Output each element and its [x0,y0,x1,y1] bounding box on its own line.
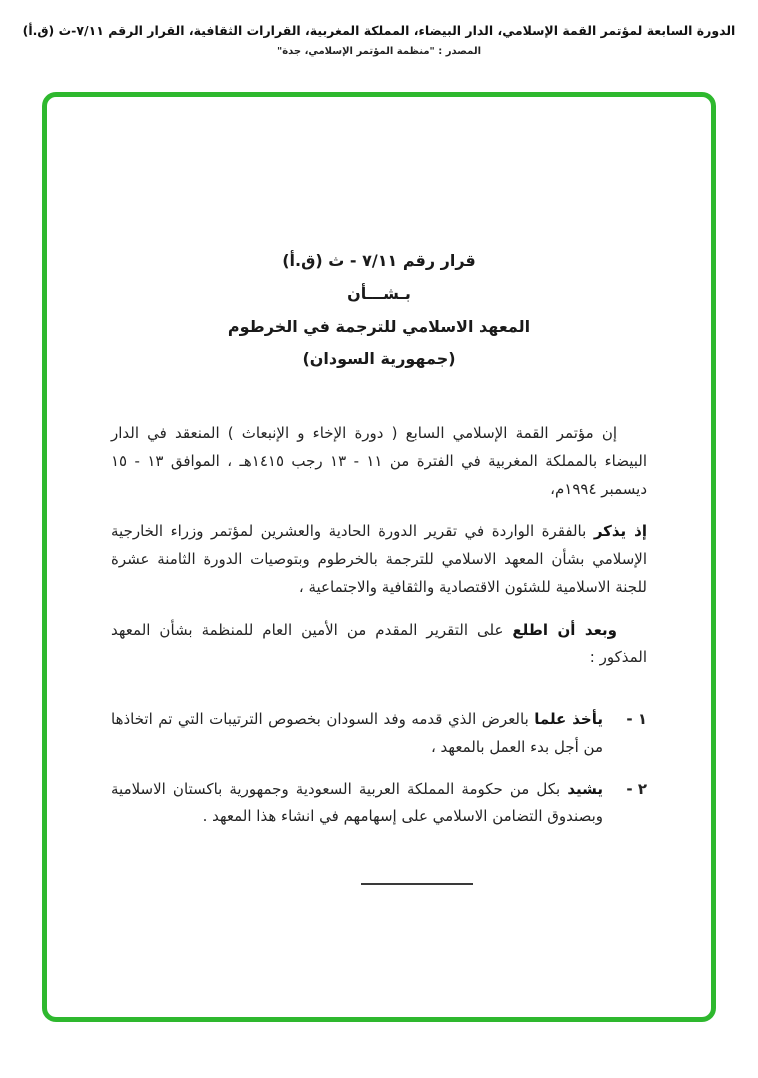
item-2-body: بكل من حكومة المملكة العربية السعودية وجمهورية باكستان الاسلامية وبصندوق التضامن الاسلامي على إسهامهم في انشاء هذا المعهد . [111,779,603,826]
paragraph-preamble [111,420,647,503]
resolution-country-line: (جمهورية السودان) [302,349,456,369]
paragraph-having-reviewed [111,617,647,673]
document-page-frame [42,92,716,1022]
item-1-body: بالعرض الذي قدمه وفد السودان بخصوص الترتيبات التي تم اتخاذها من أجل بدء العمل بالمعهد ، [111,710,603,756]
item-2-lead: يشيد [567,779,603,798]
paragraph-preamble-text: إن مؤتمر القمة الإسلامي السابع ( دورة الإخاء و الإنبعاث ) المنعقد في الدار البيضاء بالمملكة المغربية في الفترة من ١١ - ١٣ رجب ١٤١٥هـ ، الموافق ١٣ - ١٥ ديسمبر ١٩٩٤م، [111,424,647,498]
paragraph-having-reviewed-text: على التقرير المقدم من الأمين العام للمنظمة بشأن المعهد المذكور : [111,620,647,667]
item-1-lead: يأخذ علما [534,710,603,729]
paragraph-recalling-text: بالفقرة الواردة في تقرير الدورة الحادية والعشرين لمؤتمر وزراء الخارجية الإسلامي بشأن المعهد الاسلامي للترجمة بالخرطوم وبتوصيات الدورة الثامنة عشرة للجنة الاسلامية للشئون الاقتصادية والثقافية والاجتماعية ، [111,522,647,596]
paragraph-recalling [111,518,647,601]
item-2-number: ٢ - [626,779,647,798]
resolution-regarding-line: بـشـــأن [347,283,411,303]
document-header [0,22,758,57]
header-source-line: المصدر : "منظمة المؤتمر الإسلامي، جدة" [276,45,481,57]
resolution-number-line: قرار رقم ٧/١١ - ث (ق.أ) [282,251,476,270]
resolution-item-2 [111,776,647,832]
item-2-text [111,776,603,832]
paragraph-recalling-lead: إذ يذكر [593,522,647,541]
document-content [47,97,711,885]
paragraph-having-reviewed-lead: وبعد أن اطلع [512,620,617,639]
item-1-text [111,706,603,762]
item-1-number: ١ - [626,710,647,729]
resolution-title-block [111,245,647,376]
resolution-item-1 [111,706,647,762]
resolution-subject-line: المعهد الاسلامي للترجمة في الخرطوم [227,316,531,336]
end-rule-divider [361,883,473,885]
header-citation-line: الدورة السابعة لمؤتمر القمة الإسلامي، الدار البيضاء، المملكة المغربية، القرارات الثقافية، القرار الرقم ٧/١١-ث (ق.أ) [22,23,736,38]
